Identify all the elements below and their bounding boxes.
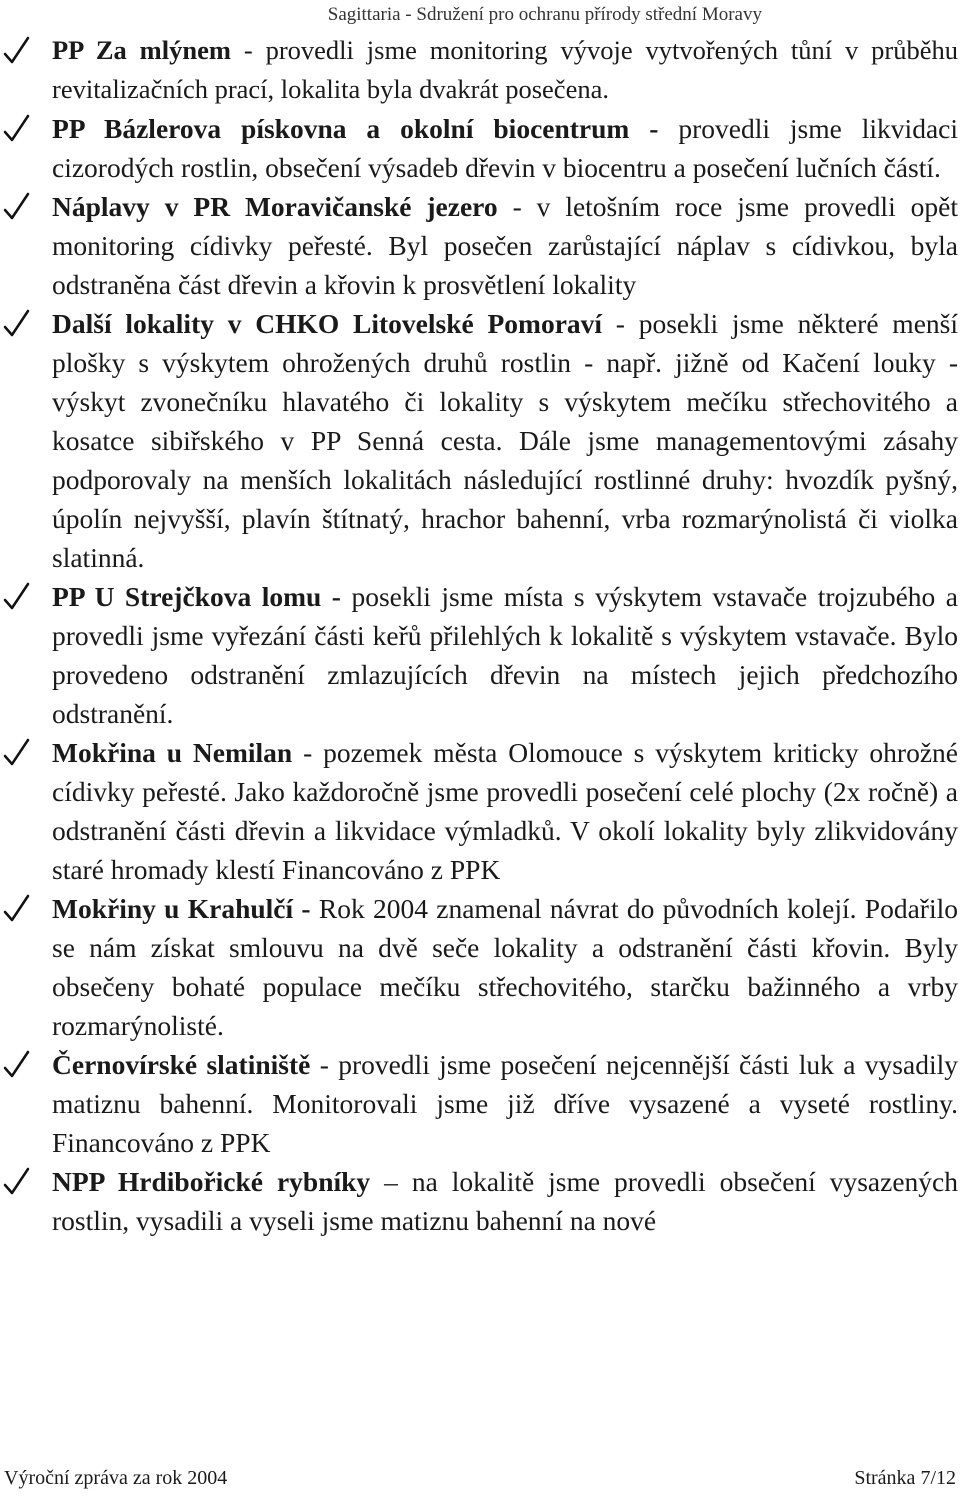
list-item (0, 1045, 958, 1162)
page-footer (4, 1466, 956, 1490)
list-item (0, 577, 958, 733)
item-text: provedli jsme likvidaci cizorodých rostlin, obsečení výsadeb dřevin v biocentru a posečení lučních částí. (52, 113, 958, 183)
checkmark-icon (2, 187, 38, 226)
list-item (0, 304, 958, 577)
checkmark-icon (2, 109, 38, 148)
checkmark-icon (2, 1045, 38, 1084)
item-text: - posekli jsme některé menší plošky s výskytem ohrožených druhů rostlin - např. jižně od Kačení louky - výskyt zvonečníku hlavatého či lokality s výskytem mečíku střechovitého a kosatce sibiřského v PP Senná cesta. Dále jsme managementovými zásahy podporovaly na menších lokalitách následující rostlinné druhy: hvozdík pyšný, úpolín nejvyšší, plavín štítnatý, hrachor bahenní, vrba rozmarýnolistá či violka slatinná. (52, 308, 958, 573)
item-title: Náplavy v PR Moravičanské jezero (52, 191, 498, 222)
page-header: Sagittaria - Sdružení pro ochranu přírody střední Moravy (327, 4, 762, 25)
checkmark-icon (2, 1162, 38, 1201)
checkmark-icon (2, 577, 38, 616)
list-item (0, 889, 958, 1045)
item-title: NPP Hrdibořické rybníky (52, 1166, 371, 1197)
list-item (0, 187, 958, 304)
list-item (0, 109, 958, 187)
item-title: Další lokality v CHKO Litovelské Pomoraví (52, 308, 603, 339)
item-text: - pozemek města Olomouce s výskytem kriticky ohrožné cídivky peřesté. Jako každoročně jsme provedli posečení celé plochy (2x ročně) a odstranění části dřevin a likvidace výmladků. V okolí lokality byly zlikvidovány staré hromady klestí Financováno z PPK (52, 737, 958, 885)
list-item (0, 1162, 958, 1240)
item-title: Černovírské slatiniště (52, 1049, 311, 1080)
page-number: Stránka 7/12 (854, 1467, 956, 1489)
checkmark-icon (2, 733, 38, 772)
checkmark-icon (2, 889, 38, 928)
list-item (0, 733, 958, 889)
checkmark-icon (2, 31, 38, 70)
item-text: - provedli jsme posečení nejcennější části luk a vysadily matiznu bahenní. Monitorovali jsme již dříve vysazené a vyseté rostliny. Financováno z PPK (52, 1049, 959, 1158)
item-title: Mokřina u Nemilan (52, 737, 293, 768)
item-title: PP U Strejčkova lomu - (52, 581, 341, 612)
item-title: PP Za mlýnem (52, 35, 231, 65)
list-item (0, 31, 958, 109)
item-text: – na lokalitě jsme provedli obsečení vysazených rostlin, vysadili a vyseli jsme matiznu bahenní na nové (52, 1166, 959, 1236)
item-title: PP Bázlerova pískovna a okolní biocentrum - (52, 113, 659, 144)
report-title: Výroční zpráva za rok 2004 (4, 1467, 228, 1489)
item-text: Rok 2004 znamenal návrat do původních kolejí. Podařilo se nám získat smlouvu na dvě seče lokality a odstranění části křovin. Byly obsečeny bohaté populace mečíku střechovitého, starčku bažinného a vrby rozmarýnolisté. (52, 893, 958, 1041)
item-text: posekli jsme místa s výskytem vstavače trojzubého a provedli jsme vyřezání části keřů přilehlých k lokalitě s výskytem vstavače. Bylo provedeno odstranění zmlazujících dřevin na místech jejich předchozího odstranění. (52, 581, 958, 729)
checkmark-icon (2, 304, 38, 343)
item-text: - provedli jsme monitoring vývoje vytvořených tůní v průběhu revitalizačních prací, lokalita byla dvakrát posečena. (52, 35, 959, 104)
activity-list (0, 31, 958, 1240)
item-title: Mokřiny u Krahulčí - (52, 893, 311, 924)
item-text: - v letošním roce jsme provedli opět monitoring cídivky peřesté. Byl posečen zarůstající náplav s cídivkou, byla odstraněna část dřevin a křovin k prosvětlení lokality (52, 191, 958, 300)
